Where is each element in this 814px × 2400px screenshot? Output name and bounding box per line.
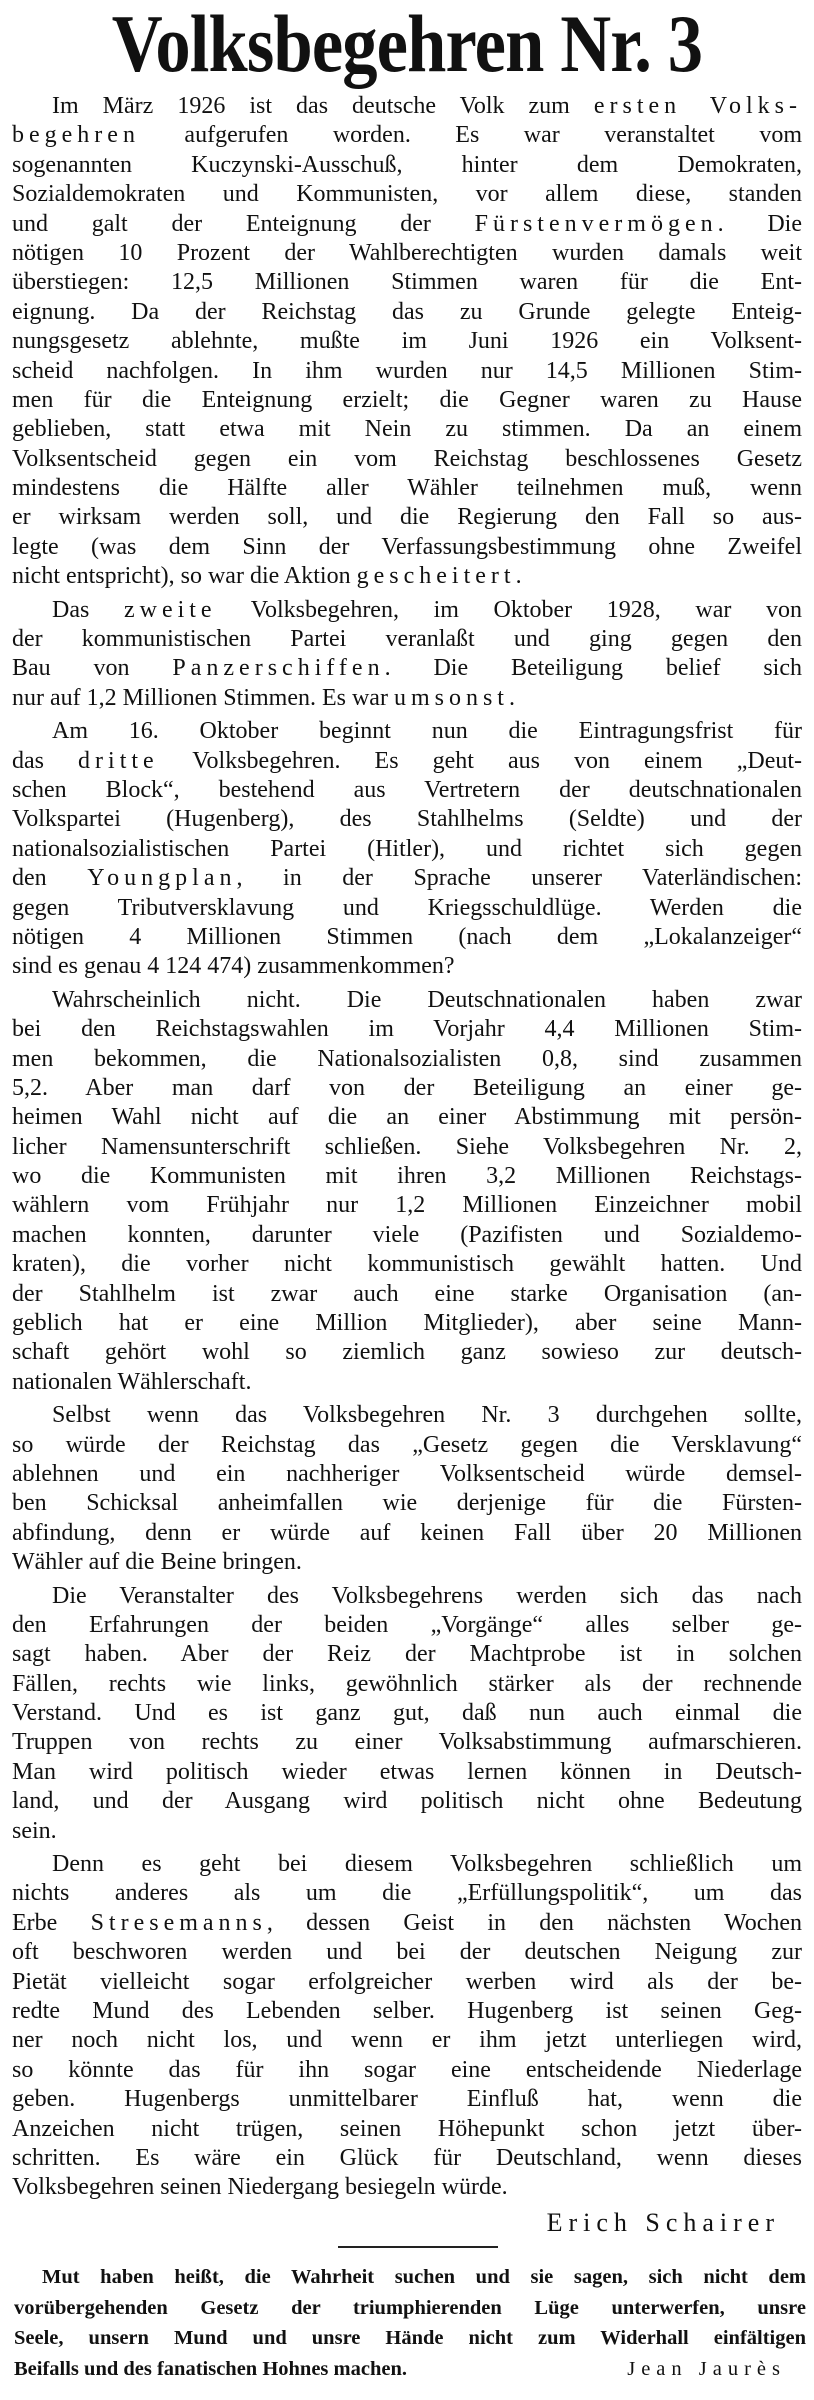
- text-line: [12, 1611, 802, 1640]
- paragraph: [12, 596, 802, 714]
- text-line: [12, 239, 802, 268]
- text-line: [12, 1582, 802, 1611]
- text-segment: sagt haben. Aber der Reiz der Machtprobe ist in solchen: [12, 1641, 802, 1668]
- text-segment: der kommunistischen Partei veranlaßt und ging gegen den: [12, 626, 802, 653]
- emphasized-text: umsonst: [393, 684, 509, 711]
- text-segment: den Erfahrungen der beiden „Vorgänge“ alles selber ge-: [12, 1611, 802, 1638]
- text-segment: nationalen Wählerschaft.: [12, 1368, 252, 1395]
- text-line: [12, 1460, 802, 1489]
- text-line: [12, 1338, 802, 1367]
- text-line: [12, 1850, 802, 1879]
- paragraph: [12, 92, 802, 592]
- text-segment: , dessen Geist in den nächsten Wochen: [266, 1909, 803, 1936]
- text-line: [12, 1191, 802, 1220]
- text-segment: Verstand. Und es ist ganz gut, daß nun auch einmal die: [12, 1700, 802, 1727]
- text-line: [12, 445, 802, 474]
- text-line: [12, 1997, 802, 2026]
- text-line: [12, 894, 802, 923]
- text-segment: Wahrscheinlich nicht. Die Deutschnationalen haben zwar: [52, 986, 802, 1013]
- text-segment: Volksbegehren. Es geht aus von einem „Deut-: [158, 747, 803, 774]
- text-line: [12, 923, 802, 952]
- text-line: [12, 1938, 802, 1967]
- text-line: [12, 1280, 802, 1309]
- author-signature: Erich Schairer: [546, 2208, 780, 2237]
- text-segment: schritten. Es wäre ein Glück für Deutschland, wenn dieses: [12, 2144, 802, 2171]
- text-line: [12, 684, 802, 713]
- text-line: [12, 776, 802, 805]
- text-segment: der Stahlhelm ist zwar auch eine starke Organisation (an-: [12, 1280, 802, 1307]
- text-line: [12, 1103, 802, 1132]
- text-segment: eignung. Da der Reichstag das zu Grunde gelegte Enteig-: [12, 298, 802, 325]
- text-segment: scheid nachfolgen. In ihm wurden nur 14,5 Millionen Stim-: [12, 357, 802, 384]
- quote-line: Mut haben heißt, die Wahrheit suchen und sie sagen, sich nicht dem: [42, 2266, 806, 2288]
- text-line: [12, 986, 802, 1015]
- text-segment: Denn es geht bei diesem Volksbegehren schließlich um: [52, 1851, 802, 1878]
- text-segment: redte Mund des Lebenden selber. Hugenberg ist seinen Geg-: [12, 1998, 802, 2024]
- text-line: [12, 562, 802, 591]
- text-line: [12, 1787, 802, 1816]
- text-segment: sind es genau 4 124 474) zusammenkommen?: [12, 953, 455, 980]
- text-segment: Die Veranstalter des Volksbegehrens werden sich das nach: [52, 1582, 802, 1609]
- text-segment: Am 16. Oktober beginnt nun die Eintragungsfrist für: [52, 718, 802, 745]
- text-line: [12, 1758, 802, 1787]
- text-segment: licher Namensunterschrift schließen. Siehe Volksbegehren Nr. 2,: [12, 1133, 802, 1160]
- text-segment: legte (was dem Sinn der Verfassungsbestimmung ohne Zweifel: [12, 533, 802, 560]
- emphasized-text: ersten Volks-: [593, 93, 803, 119]
- text-segment: nötigen 4 Millionen Stimmen (nach dem „Lokalanzeiger“: [12, 923, 802, 950]
- text-line: [12, 1699, 802, 1728]
- text-line: [12, 415, 802, 444]
- text-segment: , in der Sprache unserer Vaterländischen:: [236, 865, 802, 892]
- text-line: [12, 386, 802, 415]
- text-line: [12, 1728, 802, 1757]
- text-line: [12, 2144, 802, 2173]
- text-segment: nötigen 10 Prozent der Wahlberechtigten wurden damals weit: [12, 239, 802, 266]
- text-segment: Im März 1926 ist das deutsche Volk zum: [52, 93, 594, 119]
- text-line: [12, 1879, 802, 1908]
- text-line: [12, 1431, 802, 1460]
- text-segment: ablehnen und ein nachheriger Volksentscheid würde demsel-: [12, 1460, 802, 1487]
- text-line: [12, 835, 802, 864]
- text-line: [12, 1074, 802, 1103]
- text-segment: men bekommen, die Nationalsozialisten 0,8, sind zusammen: [12, 1045, 802, 1072]
- text-segment: nicht entspricht), so war die Aktion: [12, 563, 357, 590]
- quote-last-line: [14, 2354, 806, 2385]
- text-line: [12, 1162, 802, 1191]
- text-line: [12, 805, 802, 834]
- text-line: [12, 533, 802, 562]
- text-line: [12, 1368, 802, 1397]
- text-segment: und galt der Enteignung der: [12, 210, 475, 237]
- text-segment: .: [508, 684, 515, 711]
- text-line: [12, 1133, 802, 1162]
- text-line: [12, 1489, 802, 1518]
- quote-line: Beifalls und des fanatischen Hohnes machen.: [14, 2357, 407, 2380]
- text-line: [12, 1221, 802, 1250]
- text-segment: machen konnten, darunter viele (Pazifisten und Sozialdemo-: [12, 1221, 802, 1248]
- text-segment: . Die: [717, 210, 802, 237]
- text-segment: bei den Reichstagswahlen im Vorjahr 4,4 Millionen Stim-: [12, 1016, 802, 1043]
- text-segment: . Die Beteiligung belief sich: [384, 655, 802, 682]
- text-segment: 5,2. Aber man darf von der Beteiligung an einer ge-: [12, 1074, 802, 1101]
- quote-line: Seele, unsern Mund und unsre Hände nicht zum Widerhall einfältigen: [14, 2327, 806, 2349]
- emphasized-text: gescheitert: [356, 563, 516, 590]
- text-line: [12, 180, 802, 209]
- text-segment: Das: [52, 596, 124, 623]
- text-segment: schen Block“, bestehend aus Vertretern der deutschnationalen: [12, 776, 802, 803]
- text-line: [12, 625, 802, 654]
- quote-line: vorübergehenden Gesetz der triumphierenden Lüge unterwerfen, unsre: [14, 2296, 806, 2319]
- text-segment: land, und der Ausgang wird politisch nicht ohne Bedeutung: [12, 1788, 802, 1815]
- text-segment: nur auf 1,2 Millionen Stimmen. Es war: [12, 684, 394, 711]
- text-segment: .: [515, 563, 522, 590]
- text-segment: Pietät vielleicht sogar erfolgreicher werben wird als der be-: [12, 1968, 802, 1995]
- text-line: [12, 1401, 802, 1430]
- text-line: [12, 952, 802, 981]
- text-segment: Man wird politisch wieder etwas lernen können in Deutsch-: [12, 1758, 802, 1785]
- emphasized-text: Stresemanns: [90, 1909, 267, 1936]
- article-body: [12, 92, 802, 2203]
- text-segment: das: [12, 747, 79, 774]
- text-segment: so könnte das für ihn sogar eine entscheidende Niederlage: [12, 2056, 802, 2083]
- article-title: Volksbegehren Nr. 3: [111, 0, 703, 89]
- text-line: [12, 1250, 802, 1279]
- quote-author: Jean Jaurès: [627, 2357, 786, 2380]
- text-segment: nichts anderes als um die „Erfüllungspolitik“, um das: [12, 1880, 802, 1907]
- text-segment: Anzeichen nicht trügen, seinen Höhepunkt schon jetzt über-: [12, 2115, 802, 2142]
- text-line: [12, 268, 802, 297]
- text-segment: oft beschworen werden und bei der deutschen Neigung zur: [12, 1939, 802, 1966]
- text-line: [12, 210, 802, 239]
- text-line: [12, 2056, 802, 2085]
- text-segment: aufgerufen worden. Es war veranstaltet vom: [139, 122, 802, 149]
- text-line: [12, 1015, 802, 1044]
- paragraph: [12, 717, 802, 982]
- emphasized-text: Youngplan: [87, 865, 237, 892]
- text-line: [12, 717, 802, 746]
- text-segment: Truppen von rechts zu einer Volksabstimmung aufmarschieren.: [12, 1729, 802, 1756]
- text-segment: abfindung, denn er würde auf keinen Fall über 20 Millionen: [12, 1519, 802, 1546]
- text-segment: ner noch nicht los, und wenn er ihm jetzt unterliegen wird,: [12, 2027, 802, 2054]
- text-segment: Wähler auf die Beine bringen.: [12, 1549, 302, 1576]
- emphasized-text: Fürstenvermögen: [474, 210, 718, 237]
- text-segment: geblieben, statt etwa mit Nein zu stimmen. Da an einem: [12, 416, 802, 443]
- text-segment: so würde der Reichstag das „Gesetz gegen die Versklavung“: [12, 1431, 802, 1458]
- emphasized-text: Panzerschiffen: [172, 655, 385, 682]
- emphasized-text: begehren: [12, 122, 140, 149]
- text-line: [12, 92, 802, 121]
- text-line: [12, 747, 802, 776]
- text-line: [12, 1309, 802, 1338]
- emphasized-text: dritte: [78, 747, 159, 774]
- text-segment: men für die Enteignung erzielt; die Gegner waren zu Hause: [12, 386, 802, 413]
- text-segment: Volksentscheid gegen ein vom Reichstag beschlossenes Gesetz: [12, 445, 802, 472]
- text-line: [12, 1519, 802, 1548]
- text-segment: Selbst wenn das Volksbegehren Nr. 3 durchgehen sollte,: [52, 1402, 802, 1429]
- text-segment: Volksbegehren, im Oktober 1928, war von: [216, 596, 803, 623]
- text-segment: Erbe: [12, 1909, 91, 1936]
- text-line: [12, 1548, 802, 1577]
- text-line: [12, 121, 802, 150]
- emphasized-text: zweite: [123, 596, 217, 623]
- text-segment: kraten), die vorher nicht kommunistisch gewählt hatten. Und: [12, 1251, 802, 1278]
- text-segment: heimen Wahl nicht auf die an einer Abstimmung mit persön-: [12, 1104, 802, 1131]
- text-segment: er wirksam werden soll, und die Regierung den Fall so aus-: [12, 504, 802, 531]
- text-segment: wo die Kommunisten mit ihren 3,2 Millionen Reichstags-: [12, 1163, 802, 1190]
- text-segment: überstiegen: 12,5 Millionen Stimmen waren für die Ent-: [12, 269, 802, 296]
- text-line: [12, 654, 802, 683]
- text-line: [12, 298, 802, 327]
- text-line: [12, 1045, 802, 1074]
- text-line: [12, 151, 802, 180]
- text-segment: gegen Tributversklavung und Kriegsschuldlüge. Werden die: [12, 894, 802, 921]
- text-segment: Volkspartei (Hugenberg), des Stahlhelms (Seldte) und der: [12, 806, 802, 833]
- text-line: [12, 864, 802, 893]
- text-segment: sogenannten Kuczynski-Ausschuß, hinter dem Demokraten,: [12, 151, 802, 178]
- text-segment: mindestens die Hälfte aller Wähler teilnehmen muß, wenn: [12, 475, 802, 502]
- text-segment: Bau von: [12, 655, 173, 682]
- text-line: [12, 2115, 802, 2144]
- text-line: [12, 503, 802, 532]
- text-line: [12, 1909, 802, 1938]
- text-line: [12, 1670, 802, 1699]
- text-segment: Volksbegehren seinen Niedergang besiegeln würde.: [12, 2174, 508, 2201]
- text-line: [12, 1817, 802, 1846]
- text-segment: wählern vom Frühjahr nur 1,2 Millionen Einzeichner mobil: [12, 1192, 802, 1219]
- text-segment: sein.: [12, 1817, 57, 1844]
- paragraph: [12, 1401, 802, 1577]
- text-line: [12, 357, 802, 386]
- text-segment: nationalsozialistischen Partei (Hitler), und richtet sich gegen: [12, 835, 802, 862]
- text-segment: schaft gehört wohl so ziemlich ganz sowieso zur deutsch-: [12, 1339, 802, 1366]
- text-segment: Sozialdemokraten und Kommunisten, vor allem diese, standen: [12, 181, 802, 208]
- paragraph: [12, 1582, 802, 1847]
- text-line: [12, 596, 802, 625]
- paragraph: [12, 986, 802, 1397]
- quote-block: [14, 2262, 806, 2384]
- text-line: [12, 1968, 802, 1997]
- text-line: [12, 474, 802, 503]
- text-segment: den: [12, 865, 88, 892]
- text-line: [12, 2173, 802, 2202]
- text-segment: ben Schicksal anheimfallen wie derjenige für die Fürsten-: [12, 1490, 802, 1517]
- text-segment: nungsgesetz ablehnte, mußte im Juni 1926 ein Volksent-: [12, 328, 802, 355]
- text-line: [12, 2085, 802, 2114]
- text-segment: geblich hat er eine Million Mitglieder), aber seine Mann-: [12, 1310, 802, 1337]
- text-line: [12, 2026, 802, 2055]
- text-line: [12, 1640, 802, 1669]
- text-line: [12, 327, 802, 356]
- divider-rule: [338, 2246, 498, 2248]
- text-segment: geben. Hugenbergs unmittelbarer Einfluß hat, wenn die: [12, 2086, 802, 2113]
- text-segment: Fällen, rechts wie links, gewöhnlich stärker als der rechnende: [12, 1670, 802, 1697]
- paragraph: [12, 1850, 802, 2203]
